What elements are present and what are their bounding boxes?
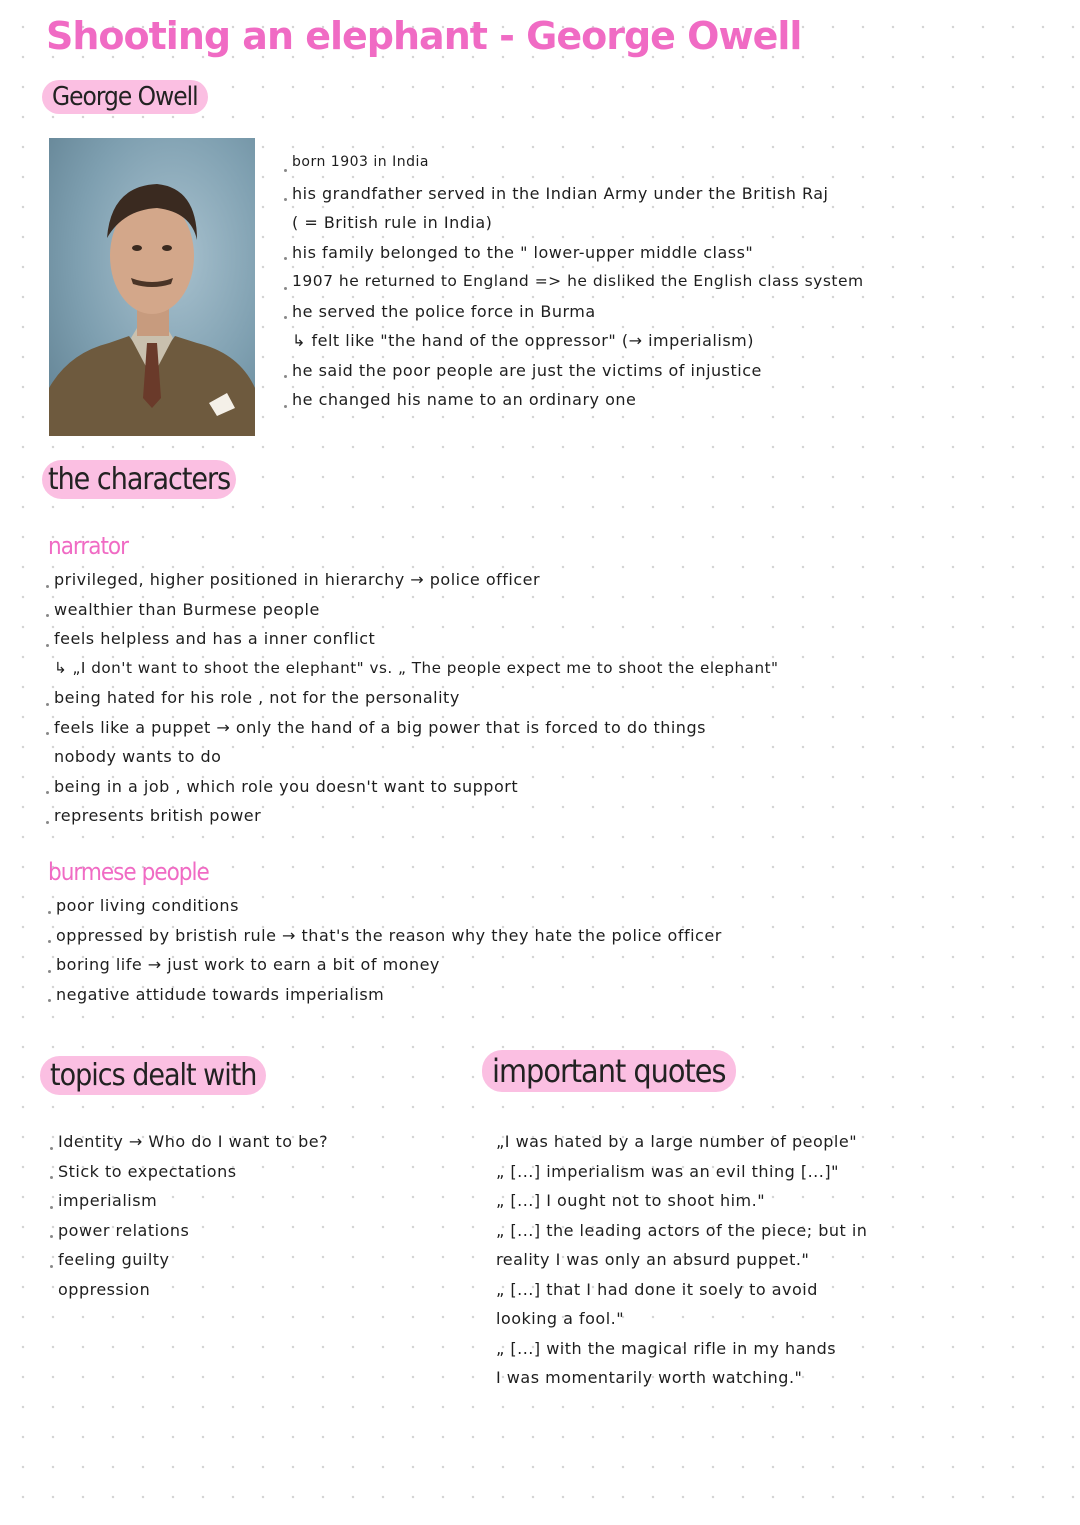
- quote-line: „I was hated by a large number of people": [496, 1132, 858, 1151]
- narrator-point: ↳ „I don't want to shoot the elephant" vs. „ The people expect me to shoot the elephant": [54, 658, 779, 677]
- quote-line: I was momentarily worth watching.": [496, 1368, 803, 1387]
- topics-heading: topics dealt with: [40, 1056, 266, 1095]
- quotes-heading: important quotes: [482, 1050, 736, 1092]
- bio-item: he served the police force in Burma: [292, 302, 864, 332]
- topic-item: imperialism: [58, 1191, 328, 1221]
- bio-item: his grandfather served in the Indian Army under the British Raj: [292, 184, 864, 214]
- topic-item: oppression: [58, 1279, 151, 1299]
- topic-item: Identity → Who do I want to be?: [58, 1132, 328, 1162]
- quote-line: reality I was only an absurd puppet.": [496, 1250, 810, 1269]
- burmese-point: boring life → just work to earn a bit of money: [56, 955, 722, 985]
- bio-item: ( = British rule in India): [292, 213, 493, 232]
- bio-item: he changed his name to an ordinary one: [292, 390, 864, 420]
- quote-line: „ [...] that I had done it soely to avoid: [496, 1279, 818, 1299]
- burmese-point: poor living conditions: [56, 896, 722, 926]
- quote-line: „ [...] the leading actors of the piece; but in: [496, 1220, 868, 1240]
- narrator-point: wealthier than Burmese people: [54, 600, 779, 630]
- burmese-point: negative attidude towards imperialism: [56, 985, 722, 1015]
- quote-line: „ [...] I ought not to shoot him.": [496, 1191, 766, 1210]
- narrator-list: [54, 570, 779, 836]
- author-heading: George Owell: [42, 80, 208, 114]
- bio-item: ↳ felt like "the hand of the oppressor" (→ imperialism): [292, 331, 754, 350]
- narrator-label: narrator: [48, 532, 129, 560]
- bio-item: 1907 he returned to England => he disliked the English class system: [292, 272, 864, 302]
- narrator-point: nobody wants to do: [54, 747, 222, 766]
- bio-item: his family belonged to the " lower-upper middle class": [292, 243, 864, 273]
- narrator-point: being in a job , which role you doesn't want to support: [54, 777, 779, 807]
- narrator-point: being hated for his role , not for the personality: [54, 688, 779, 718]
- quote-line: looking a fool.": [496, 1309, 625, 1328]
- quote-line: „ [...] imperialism was an evil thing [...]": [496, 1161, 839, 1181]
- author-portrait: [49, 138, 255, 436]
- bio-item: born 1903 in India: [292, 154, 864, 184]
- burmese-label: burmese people: [48, 858, 209, 886]
- narrator-point: privileged, higher positioned in hierarchy → police officer: [54, 570, 779, 600]
- bio-item: he said the poor people are just the victims of injustice: [292, 361, 864, 391]
- topic-item: feeling guilty: [58, 1250, 328, 1280]
- quote-line: „ [...] with the magical rifle in my hands: [496, 1338, 837, 1358]
- bio-list: [292, 154, 864, 420]
- characters-heading: the characters: [42, 460, 236, 499]
- narrator-point: feels like a puppet → only the hand of a big power that is forced to do things: [54, 718, 779, 748]
- burmese-list: [56, 896, 722, 1014]
- page-title: Shooting an elephant - George Owell: [46, 14, 802, 58]
- topics-list: [58, 1132, 328, 1309]
- narrator-point: feels helpless and has a inner conflict: [54, 629, 779, 659]
- narrator-point: represents british power: [54, 806, 779, 836]
- burmese-point: oppressed by bristish rule → that's the reason why they hate the police officer: [56, 926, 722, 956]
- quotes-list: [496, 1132, 867, 1398]
- topic-item: power relations: [58, 1221, 328, 1251]
- topic-item: Stick to expectations: [58, 1162, 328, 1192]
